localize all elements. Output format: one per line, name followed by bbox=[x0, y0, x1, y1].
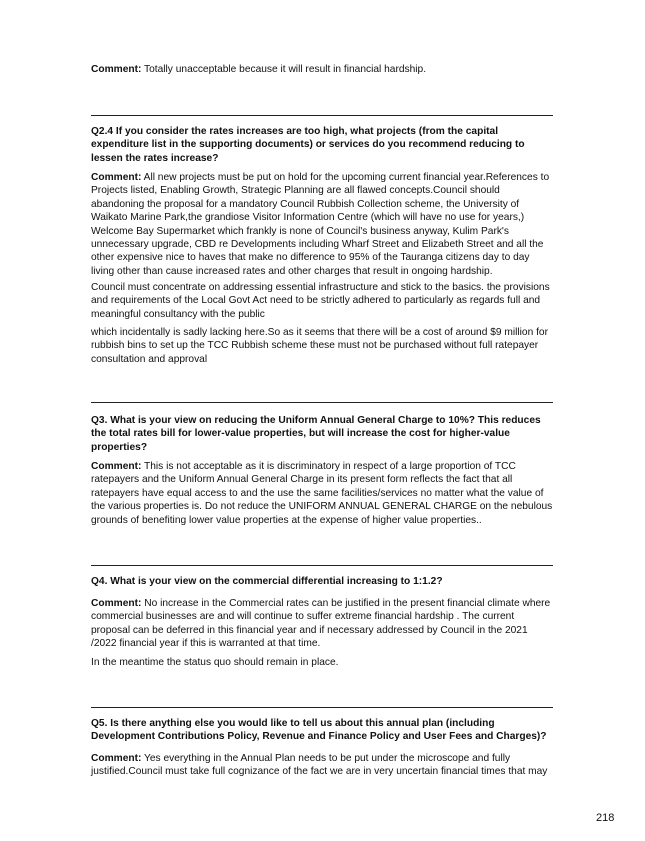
comment-label: Comment: bbox=[91, 172, 142, 183]
q3-question: Q3. What is your view on reducing the Uniform Annual General Charge to 10%? This reduces the total rates bill for lower-value properties, but will increase the cost for higher-value properties? bbox=[91, 415, 541, 453]
page-number: 218 bbox=[596, 812, 615, 824]
q2-4-comment bbox=[91, 171, 553, 278]
q2-4-paragraph-2: Council must concentrate on addressing essential infrastructure and stick to the basics. the provisions and requirements of the Local Govt Act need to be strictly adhered to particularly as regards full and meaningful consultancy with the public bbox=[91, 282, 550, 320]
divider bbox=[91, 402, 553, 403]
q4-paragraph-2: In the meantime the status quo should remain in place. bbox=[91, 657, 339, 668]
q3-comment bbox=[91, 460, 553, 527]
q4-question: Q4. What is your view on the commercial differential increasing to 1:1.2? bbox=[91, 576, 443, 587]
q2-4-comment-text: All new projects must be put on hold for the upcoming current financial year.References to Projects listed, Enabling Growth, Strategic Planning are all flawed concepts.Council should abandoning the proposal for a mandatory Council Rubbish Collection scheme, the University of Waikato Marine Park,the grandiose Visitor Information Centre (which will have no use for years,) Welcome Bay Supermarket which frankly is none of Council's business anyway, Kulim Park's unnecessary upgrade, CBD re Developments including Wharf Street and Elizabeth Street and all the other expensive nice to haves that make no difference to 95% of the Tauranga citizens day to day living other than cause increased rates and other charges that result in ongoing hardship. bbox=[91, 172, 550, 277]
comment-label: Comment: bbox=[91, 753, 142, 764]
q5-comment-text: Yes everything in the Annual Plan needs to be put under the microscope and fully justified.Council must take full cognizance of the fact we are in very uncertain financial times that may bbox=[91, 753, 548, 778]
q3-comment-text: This is not acceptable as it is discriminatory in respect of a large proportion of TCC ratepayers and the Uniform Annual General Charge in its present form reflects the fact that all ratepayers have equal access to and the use the same facilities/services no matter what the value of the various properties is. Do not reduce the UNIFORM ANNUAL GENERAL CHARGE on the nebulous grounds of benefiting lower value properties at the expense of higher value properties.. bbox=[91, 461, 553, 526]
comment-label: Comment: bbox=[91, 598, 142, 609]
q4-comment-text: No increase in the Commercial rates can be justified in the present financial climate where commercial businesses are and will continue to suffer extreme financial hardship . The current proposal can be deferred in this financial year and if necessary addressed by Council in the 2021 /2022 financial year if this is warranted at that time. bbox=[91, 598, 551, 650]
divider bbox=[91, 115, 553, 116]
divider bbox=[91, 707, 553, 708]
intro-comment-text: Totally unacceptable because it will result in financial hardship. bbox=[144, 64, 427, 75]
q4-comment bbox=[91, 597, 553, 651]
q5-comment bbox=[91, 752, 553, 779]
q5-question: Q5. Is there anything else you would like to tell us about this annual plan (including Development Contributions Policy, Revenue and Finance Policy and User Fees and Charges)? bbox=[91, 718, 547, 743]
intro-comment bbox=[91, 63, 553, 76]
q2-4-paragraph-3: which incidentally is sadly lacking here.So as it seems that there will be a cost of around $9 million for rubbish bins to set up the TCC Rubbish scheme these must not be purchased without full ratepayer consultation and approval bbox=[91, 327, 548, 365]
divider bbox=[91, 565, 553, 566]
comment-label: Comment: bbox=[91, 461, 142, 472]
q2-4-question: Q2.4 If you consider the rates increases are too high, what projects (from the capital expenditure list in the supporting documents) or services do you recommend reducing to lessen the rates increase? bbox=[91, 126, 525, 164]
comment-label: Comment: bbox=[91, 64, 142, 75]
